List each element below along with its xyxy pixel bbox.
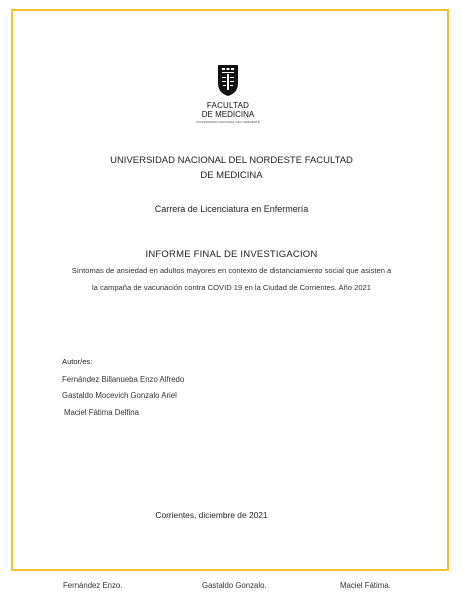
- logo-text-faculty: FACULTAD: [206, 101, 250, 110]
- study-title-line1: Síntomas de ansiedad en adultos mayores en contexto de distanciamiento social que asisten a: [71, 266, 392, 275]
- author-item: Fernández Billanueba Enzo Alfredo: [62, 375, 185, 384]
- author-item: Gastaldo Mocevich Gonzalo Ariel: [62, 391, 177, 400]
- faculty-logo: [195, 63, 261, 124]
- university-name-line2: DE MEDICINA: [200, 170, 263, 181]
- footer-author-2: Gastaldo Gonzalo.: [202, 581, 267, 590]
- career-name: Carrera de Licenciatura en Enfermería: [154, 204, 309, 214]
- report-title: INFORME FINAL DE INVESTIGACION: [145, 249, 318, 260]
- university-name-line1: UNIVERSIDAD NACIONAL DEL NORDESTE FACULTAD: [110, 155, 353, 166]
- shield-emblem-icon: [217, 63, 239, 97]
- place-date: Corrientes, diciembre de 2021: [155, 510, 268, 520]
- footer-author-3: Maciel Fátima.: [340, 581, 391, 590]
- authors-label: Autor/es:: [62, 357, 93, 366]
- logo-text-medicine: DE MEDICINA: [201, 110, 255, 119]
- author-item: Maciel Fátima Delfina: [64, 408, 139, 417]
- study-title-line2: la campaña de vacunación contra COVID 19 en la Ciudad de Corrientes. Año 2021: [91, 283, 372, 292]
- logo-subtext: UNIVERSIDAD NACIONAL DEL NORDESTE: [196, 120, 260, 124]
- footer-author-1: Fernández Enzo.: [63, 581, 123, 590]
